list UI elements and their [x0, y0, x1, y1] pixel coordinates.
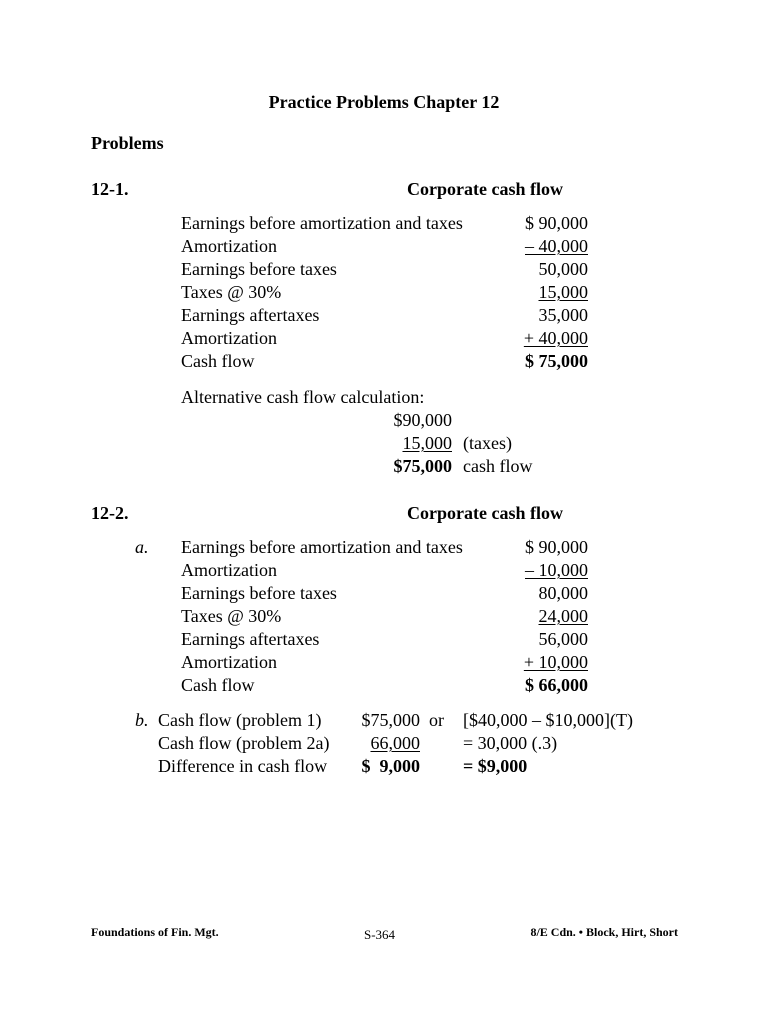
problem-number: 12-2.	[91, 503, 129, 523]
comparison-label: Cash flow (problem 2a)	[158, 733, 330, 753]
row-value: + 40,000	[523, 328, 588, 348]
row-label: Cash flow	[181, 351, 255, 371]
problem-heading: Corporate cash flow	[407, 503, 563, 523]
row-label: Earnings aftertaxes	[181, 305, 320, 325]
alt-note: cash flow	[463, 456, 533, 476]
row-label: Amortization	[181, 560, 277, 580]
row-label: Amortization	[181, 328, 277, 348]
row-value: 80,000	[538, 583, 588, 603]
row-label: Cash flow	[181, 675, 255, 695]
row-value: 35,000	[538, 305, 588, 325]
row-label: Taxes @ 30%	[181, 606, 282, 626]
footer-left: Foundations of Fin. Mgt.	[91, 925, 219, 939]
page-title: Practice Problems Chapter 12	[268, 92, 500, 112]
part-a-label: a.	[135, 537, 149, 557]
alt-value: 15,000	[402, 433, 452, 453]
comparison-formula: = $9,000	[463, 756, 528, 776]
row-label: Earnings before amortization and taxes	[181, 537, 463, 557]
part-b-label: b.	[135, 710, 149, 730]
problem-number: 12-1.	[91, 179, 129, 199]
alt-value: $75,000	[393, 456, 452, 476]
row-label: Earnings before taxes	[181, 583, 337, 603]
problem-heading: Corporate cash flow	[407, 179, 563, 199]
row-value: 15,000	[538, 282, 588, 302]
alt-note: (taxes)	[463, 433, 512, 453]
row-value: + 10,000	[523, 652, 588, 672]
comparison-value: $75,000	[361, 710, 420, 730]
comparison-label: Difference in cash flow	[158, 756, 328, 776]
row-value: – 40,000	[525, 236, 588, 256]
row-label: Earnings aftertaxes	[181, 629, 320, 649]
row-value: – 10,000	[525, 560, 588, 580]
comparison-formula: = 30,000 (.3)	[463, 733, 558, 753]
alternative-heading: Alternative cash flow calculation:	[181, 387, 425, 407]
comparison-label: Cash flow (problem 1)	[158, 710, 322, 730]
row-value: 24,000	[538, 606, 588, 626]
comparison-or: or	[429, 710, 444, 730]
alt-value: $90,000	[393, 410, 452, 430]
row-label: Earnings before amortization and taxes	[181, 213, 463, 233]
row-value: $ 90,000	[525, 537, 588, 557]
row-value: $ 90,000	[525, 213, 588, 233]
comparison-value: $ 9,000	[361, 756, 420, 776]
row-label: Amortization	[181, 236, 277, 256]
row-label: Amortization	[181, 652, 277, 672]
comparison-formula: [$40,000 – $10,000](T)	[463, 710, 633, 730]
row-value: $ 75,000	[525, 351, 588, 371]
row-value: $ 66,000	[525, 675, 588, 695]
row-label: Taxes @ 30%	[181, 282, 282, 302]
comparison-value: 66,000	[370, 733, 420, 753]
footer-right: 8/E Cdn. • Block, Hirt, Short	[530, 925, 678, 939]
section-heading: Problems	[91, 133, 164, 153]
row-value: 56,000	[538, 629, 588, 649]
page-number: S-364	[364, 927, 396, 942]
row-value: 50,000	[538, 259, 588, 279]
row-label: Earnings before taxes	[181, 259, 337, 279]
